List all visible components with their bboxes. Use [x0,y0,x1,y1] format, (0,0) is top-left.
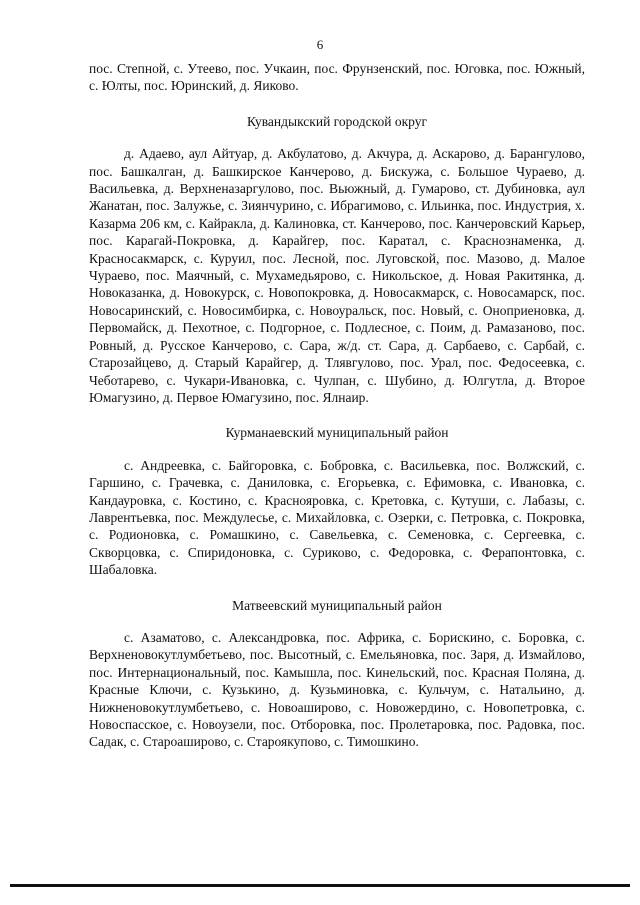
section-text-kuvandyk: д. Адаево, аул Айтуар, д. Акбулатово, д. Акчура, д. Аскарово, д. Барангулово, пос. Башкалган, д. Башкирское Канчерово, д. Бискужа, с. Большое Чураево, д. Васильевка, д. Верхненазаргулово, пос. Вьюжный, д. Гумарово, ст. Дубиновка, аул Жанатан, пос. Залужье, с. Зиянчурино, с. Ибрагимово, с. Ильинка, пос. Индустрия, х. Казарма 206 км, с. Кайракла, д. Калиновка, ст. Канчерово, пос. Канчеровский Карьер, пос. Карагай-Покровка, д. Карайгер, пос. Каратал, с. Краснознаменка, д. Красносакмарск, с. Куруил, пос. Лесной, пос. Луговской, пос. Мазово, д. Малое Чураево, пос. Маячный, с. Мухамедьярово, с. Никольское, д. Новая Ракитянка, д. Новоказанка, д. Новокурск, с. Новопокровка, д. Новосакмарск, с. Новосамарск, пос. Новосаринский, с. Новосимбирка, с. Новоуральск, пос. Новый, с. Оноприеновка, д. Первомайск, д. Пехотное, с. Подгорное, с. Подлесное, с. Поим, д. Рамазаново, пос. Ровный, д. Русское Канчерово, с. Сара, ж/д. ст. Сара, д. Сарбаево, с. Сарбай, с. Старозайцево, д. Старый Карайгер, д. Тлявгулово, пос. Урал, пос. Федосеевка, с. Чеботарево, с. Чукари-Ивановка, с. Чулпан, с. Шубино, д. Юлгутла, д. Второе Юмагузино, д. Первое Юмагузино, пос. Ялнаир. [89,146,585,405]
page-number: 6 [316,37,324,52]
section-heading-kurmanaevsky: Курманаевский муниципальный район [225,425,449,441]
section-heading-kuvandyk: Кувандыкский городской округ [246,113,427,129]
section-text-matveevsky: с. Азаматово, с. Александровка, пос. Африка, с. Борискино, с. Боровка, с. Верхненовокутлумбетьево, пос. Высотный, с. Емельяновка, пос. Заря, д. Измайлово, пос. Интернациональный, пос. Камышла, пос. Кинельский, пос. Красная Поляна, д. Красные Ключи, с. Кузькино, д. Кузьминовка, с. Кульчум, с. Натальино, д. Нижненовокутлумбетьево, с. Новоаширово, с. Новожердино, с. Новопетровка, с. Новоспасское, с. Новоузели, пос. Отборовка, пос. Пролетаровка, пос. Радовка, пос. Садак, с. Староаширово, с. Староякупово, с. Тимошкино. [89,629,585,750]
section-text-kurmanaevsky: с. Андреевка, с. Байгоровка, с. Бобровка, с. Васильевка, пос. Волжский, с. Гаршино, с. Грачевка, с. Даниловка, с. Егорьевка, с. Ефимовка, с. Ивановка, с. Кандауровка, с. Костино, с. Краснояровка, с. Кретовка, с. Кутуши, с. Лабазы, с. Лаврентьевка, пос. Междулесье, с. Михайловка, с. Озерки, с. Петровка, с. Покровка, с. Родионовка, с. Ромашкино, с. Савельевка, с. Семеновка, с. Сергеевка, с. Скворцовка, с. Спиридоновка, с. Суриково, с. Федоровка, с. Ферапонтовка, с. Шабаловка. [89,457,585,578]
section-heading-matveevsky: Матвеевский муниципальный район [232,597,442,613]
document-body [89,60,585,751]
footer-rule [10,884,630,887]
intro-paragraph: пос. Степной, с. Утеево, пос. Учкаин, пос. Фрунзенский, пос. Юговка, пос. Южный, с. Юлты, пос. Юринский, д. Яиково. [89,61,585,94]
